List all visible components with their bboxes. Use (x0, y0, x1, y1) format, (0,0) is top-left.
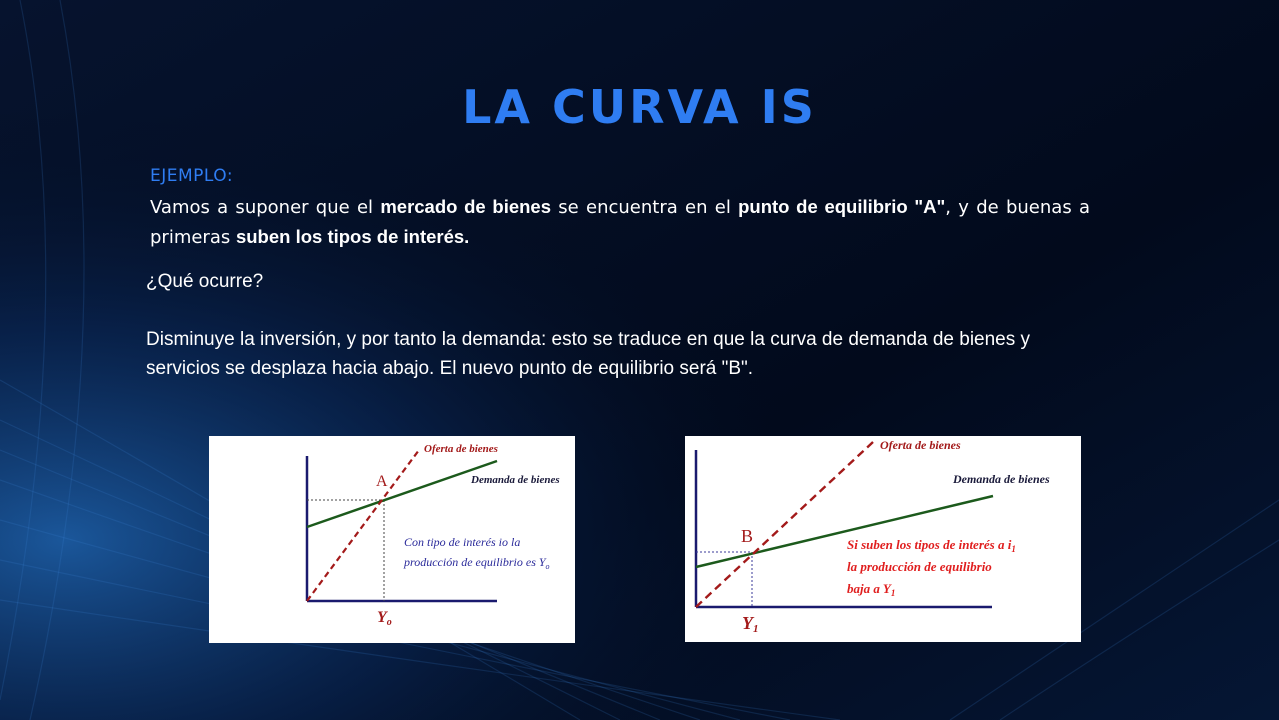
paragraph-text: , y de buenas a primeras (150, 197, 1090, 248)
note-line-3-text: baja a Y (847, 581, 891, 596)
point-label-b: B (741, 526, 754, 546)
note-subscript: 1 (890, 588, 896, 598)
diagram-equilibrium-a (209, 436, 575, 643)
demand-label: Demanda de bienes (953, 472, 1050, 486)
paragraph-text: Vamos a suponer que el (150, 197, 381, 218)
point-label-a: A (376, 473, 388, 490)
paragraph-bold-text: suben los tipos de interés. (235, 226, 470, 247)
explanation-paragraph: Disminuye la inversión, y por tanto la demanda: esto se traduce en que la curva de demanda de bienes y servicios se desplaza hacia abajo. El nuevo punto de equilibrio será "B". (146, 329, 1031, 379)
example-paragraph (150, 192, 1090, 252)
axis-label-subscript: 1 (753, 623, 759, 635)
paragraph-bold-text: mercado de bienes (380, 196, 552, 217)
diagram-equilibrium-b (685, 436, 1081, 642)
axis-label-subscript: o (386, 617, 392, 628)
note-line-1 (847, 537, 1016, 554)
paragraph-bold-text: punto de equilibrio "A" (738, 196, 946, 217)
note-subscript: 1 (1011, 544, 1016, 554)
note-line-2-text: producción de equilibrio es Y (404, 555, 546, 569)
axis-label-y1 (742, 613, 759, 635)
demand-label: Demanda de bienes (471, 474, 560, 486)
axis-label-text: Y (742, 613, 753, 633)
example-label: EJEMPLO: (150, 166, 234, 186)
demand-curve (307, 461, 497, 527)
note-line-3 (847, 581, 895, 598)
note-line-1: Con tipo de interés io la (404, 535, 521, 549)
note-line-1-text: Si suben los tipos de interés a i (847, 537, 1012, 552)
supply-label: Oferta de bienes (880, 438, 961, 452)
supply-label: Oferta de bienes (424, 443, 498, 455)
note-line-2: la producción de equilibrio (847, 559, 992, 574)
question-text: ¿Qué ocurre? (146, 271, 264, 292)
paragraph-text: se encuentra en el (551, 197, 739, 218)
slide-title: LA CURVA IS (462, 80, 817, 134)
supply-curve (307, 450, 419, 601)
note-line-2 (403, 555, 550, 571)
axis-label-y0 (377, 609, 392, 628)
note-subscript: o (545, 562, 550, 571)
axis-label-text: Y (377, 609, 387, 626)
